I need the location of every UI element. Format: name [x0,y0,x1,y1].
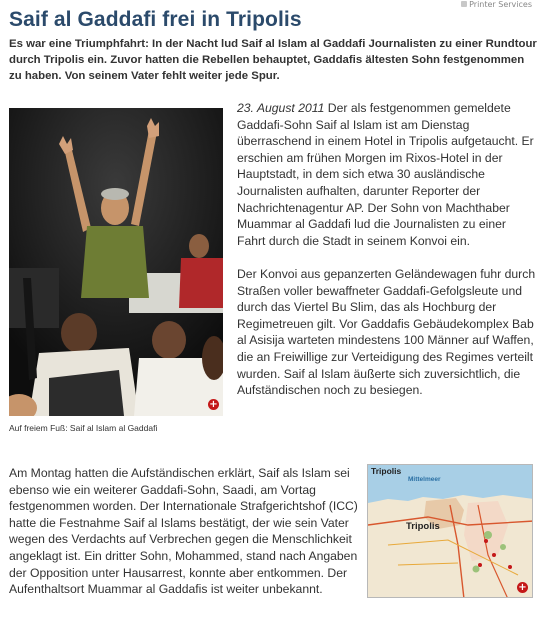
printer-services-label: Printer Services [469,0,532,9]
article-paragraph-3: Am Montag hatten die Aufständischen erklärt, Saif als Islam sei ebenso wie ein weiterer Gaddafi-Sohn, Saadi, am Vortag festgenommen worden. Der Internationale Strafgerichtshof (ICC) hatte die Festnahme Saif al Islams bestätigt, der wie sein Vater wegen des Verdachts auf Verbrechen gegen die Menschlichkeit angeklagt ist. Ein dritter Sohn, Mohammed, stand nach Angaben der Opposition unter Hausarrest, konnte aber entkommen. Der Aufenthaltsort Muammar al Gaddafis ist weiter unbekannt. [9,466,358,597]
article-paragraph-1-text: Der als festgenommen gemeldete Gaddafi-Sohn Saif al Islam ist am Dienstag überraschend in einem Hotel in Tripolis aufgetaucht. Er erschien am frühen Morgen im Rixos-Hotel in der Hauptstadt, in dem sich etwa 30 ausländische Journalisten aufhalten, darunter Reporter der Nachrichtenagentur AP. Der Sohn von Machthaber Muammar al Gaddafi lud die Journalisten zu einer Fahrt durch die Stadt in seinem Konvoi ein. [237,101,534,248]
map-sea-label: Mittelmeer [408,476,441,483]
tripoli-map[interactable] [367,464,533,598]
map-title: Tripolis [371,466,402,476]
printer-icon [461,1,467,7]
article-paragraph-1 [237,100,537,249]
photo-zoom-icon[interactable]: + [209,399,218,410]
photo-caption: Auf freiem Fuß: Saif al Islam al Gaddafi [9,423,158,433]
map-illustration [368,465,533,598]
article-photo[interactable] [9,108,223,416]
article-body-right [237,100,537,415]
article-body-bottom [9,465,361,614]
printer-services-link[interactable] [461,0,532,9]
map-zoom-icon[interactable]: + [518,582,527,593]
article-date: 23. August 2011 [237,101,325,115]
article-paragraph-2: Der Konvoi aus gepanzerten Geländewagen fuhr durch Straßen voller bewaffneter Gaddafi-Gefolgsleute und durch das Viertel Bu Slim, das als Hochburg der Regimetreuen gilt. Vor Gaddafis Gebäudekomplex Bab al Asisija warteten mindestens 100 Männer auf Waffen, die an Freiwillige zur Verteidigung des Regimes verteilt wurden. Saif al Islam äußerte sich zuversichtlich, die Aufständischen noch zu besiegen. [237,266,536,398]
article-title: Saif al Gaddafi frei in Tripolis [9,8,302,31]
article-lead: Es war eine Triumphfahrt: In der Nacht lud Saif al Islam al Gaddafi Journalisten zu einer Rundtour durch Tripolis ein. Zuvor hatten die Rebellen behauptet, Gaddafis ältesten Sohn festgenommen zu haben. Von seinem Vater fehlt weiter jede Spur. [9,38,537,82]
map-city-label: Tripolis [406,521,440,532]
photo-illustration [9,108,223,416]
